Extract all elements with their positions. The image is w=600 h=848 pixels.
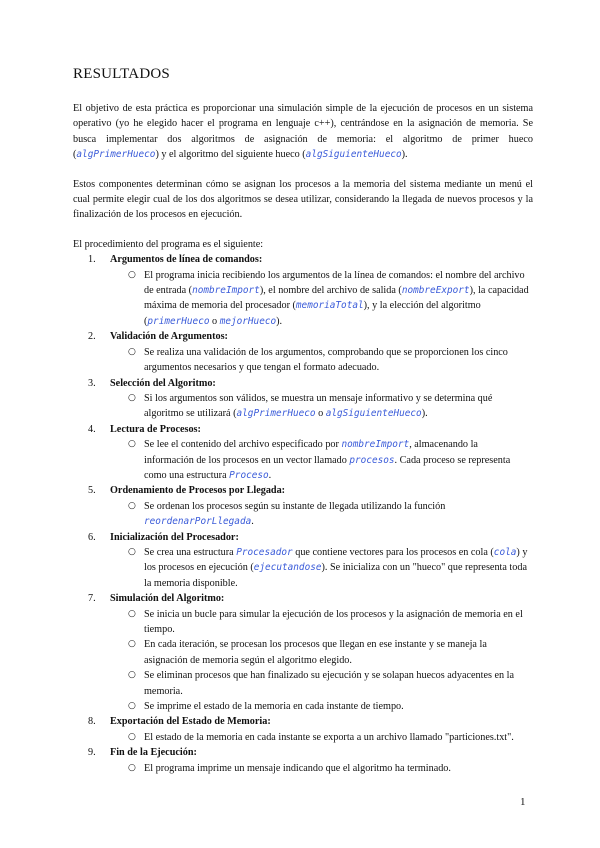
step-title: Simulación del Algoritmo: [110,593,225,605]
sub-item: ○ Se ordenan los procesos según su instante de llegada utilizando la función reordenarPorLlegada. [110,499,533,530]
sub-item: ○ Se realiza una validación de los argumentos, comprobando que se proporcionen los cinco argumentos necesarios y que tengan el formato adecuado. [110,345,533,376]
step-title: Exportación del Estado de Memoria: [110,716,271,728]
step-title: Inicialización del Procesador: [110,531,239,543]
components-paragraph: Estos componentes determinan cómo se asignan los procesos a la memoria del sistema mediante un menú el cual permite elegir cual de los dos algoritmos se desea utilizar, considerando la llegada de nuevos procesos y la finalización de los procesos en ejecución. [73,178,533,221]
procedure-intro: El procedimiento del programa es el siguiente: [73,238,264,250]
sub-item: ○ Si los argumentos son válidos, se muestra un mensaje informativo y se determina qué algoritmo se utilizará (algPrimerHueco o algSiguienteHueco). [110,391,533,422]
code-alg-siguiente-hueco: algSiguienteHueco [305,149,402,161]
list-item: 3. Selección del Algoritmo: ○ Si los argumentos son válidos, se muestra un mensaje informativo y se determina qué algoritmo se utilizará (algPrimerHueco o algSiguienteHueco). [73,376,533,422]
list-item: 7. Simulación del Algoritmo: ○ Se inicia un bucle para simular la ejecución de los procesos y la asignación de memoria en el tiempo. ○ En cada iteración, se procesan los procesos que llegan en ese instante y se maneja la asignación de memoria según el algoritmo elegido. ○ Se eliminan procesos que han finalizado su ejecución y se solapan huecos adyacentes en la memoria. ○ Se imprime el estado de la memoria en cada instante de tiempo. [73,591,533,714]
sub-item: ○ El programa inicia recibiendo los argumentos de la línea de comandos: el nombre del archivo de entrada (nombreImport), el nombre del archivo de salida (nombreExport), la capacidad máxima de memoria del procesador (memoriaTotal), y la elección del algoritmo (primerHueco o mejorHueco). [110,268,533,330]
step-title: Fin de la Ejecución: [110,747,197,759]
page-title: RESULTADOS [73,66,170,82]
list-item: 1. Argumentos de línea de comandos: ○ El programa inicia recibiendo los argumentos de la línea de comandos: el nombre del archivo de entrada (nombreImport), el nombre del archivo de salida (nombreExport), la capacidad máxima de memoria del procesador (memoriaTotal), y la elección del algoritmo (primerHueco o mejorHueco). [73,252,533,329]
step-title: Validación de Argumentos: [110,331,228,343]
list-item: 5. Ordenamiento de Procesos por Llegada: ○ Se ordenan los procesos según su instante de llegada utilizando la función reordenarPorLlegada. [73,483,533,529]
procedure-list [73,252,533,776]
sub-item: ○ Se inicia un bucle para simular la ejecución de los procesos y la asignación de memoria en el tiempo. [110,607,533,638]
step-title: Ordenamiento de Procesos por Llegada: [110,485,286,497]
list-item: 9. Fin de la Ejecución: ○ El programa imprime un mensaje indicando que el algoritmo ha terminado. [73,745,533,776]
page-number: 1 [520,796,526,808]
document-page [73,66,533,776]
sub-item: ○ Se eliminan procesos que han finalizado su ejecución y se solapan huecos adyacentes en la memoria. [110,668,533,699]
step-title: Selección del Algoritmo: [110,377,216,389]
sub-item: ○ El estado de la memoria en cada instante se exporta a un archivo llamado "particiones.txt". [110,730,533,745]
list-item: 6. Inicialización del Procesador: ○ Se crea una estructura Procesador que contiene vectores para los procesos en cola (cola) y los procesos en ejecución (ejecutandose). Se inicializa con un "hueco" que representa toda la memoria disponible. [73,530,533,592]
list-item: 4. Lectura de Procesos: ○ Se lee el contenido del archivo especificado por nombreImport, almacenando la información de los procesos en un vector llamado procesos. Cada proceso se representa como una estructura Proceso. [73,422,533,484]
intro-paragraph: El objetivo de esta práctica es proporcionar una simulación simple de la ejecución de procesos en un sistema operativo (yo he elegido hacer el programa en lenguaje c++), centrándose en la asignación de memoria. Se busca implementar dos algoritmos de asignación de memoria: el algoritmo de primer hueco (algPrimerHueco) y el algoritmo del siguiente hueco (algSiguienteHueco). [73,103,533,161]
sub-item: ○ Se imprime el estado de la memoria en cada instante de tiempo. [110,699,533,714]
sub-item: ○ El programa imprime un mensaje indicando que el algoritmo ha terminado. [110,761,533,776]
sub-item: ○ Se lee el contenido del archivo especificado por nombreImport, almacenando la información de los procesos en un vector llamado procesos. Cada proceso se representa como una estructura Proceso. [110,437,533,483]
sub-item: ○ En cada iteración, se procesan los procesos que llegan en ese instante y se maneja la asignación de memoria según el algoritmo elegido. [110,637,533,668]
sub-item: ○ Se crea una estructura Procesador que contiene vectores para los procesos en cola (cola) y los procesos en ejecución (ejecutandose). Se inicializa con un "hueco" que representa toda la memoria disponible. [110,545,533,591]
code-alg-primer-hueco: algPrimerHueco [76,149,156,161]
list-item: 8. Exportación del Estado de Memoria: ○ El estado de la memoria en cada instante se exporta a un archivo llamado "particiones.txt". [73,714,533,745]
step-title: Argumentos de línea de comandos: [110,254,263,266]
list-item: 2. Validación de Argumentos: ○ Se realiza una validación de los argumentos, comprobando que se proporcionen los cinco argumentos necesarios y que tengan el formato adecuado. [73,329,533,375]
step-title: Lectura de Procesos: [110,423,201,435]
